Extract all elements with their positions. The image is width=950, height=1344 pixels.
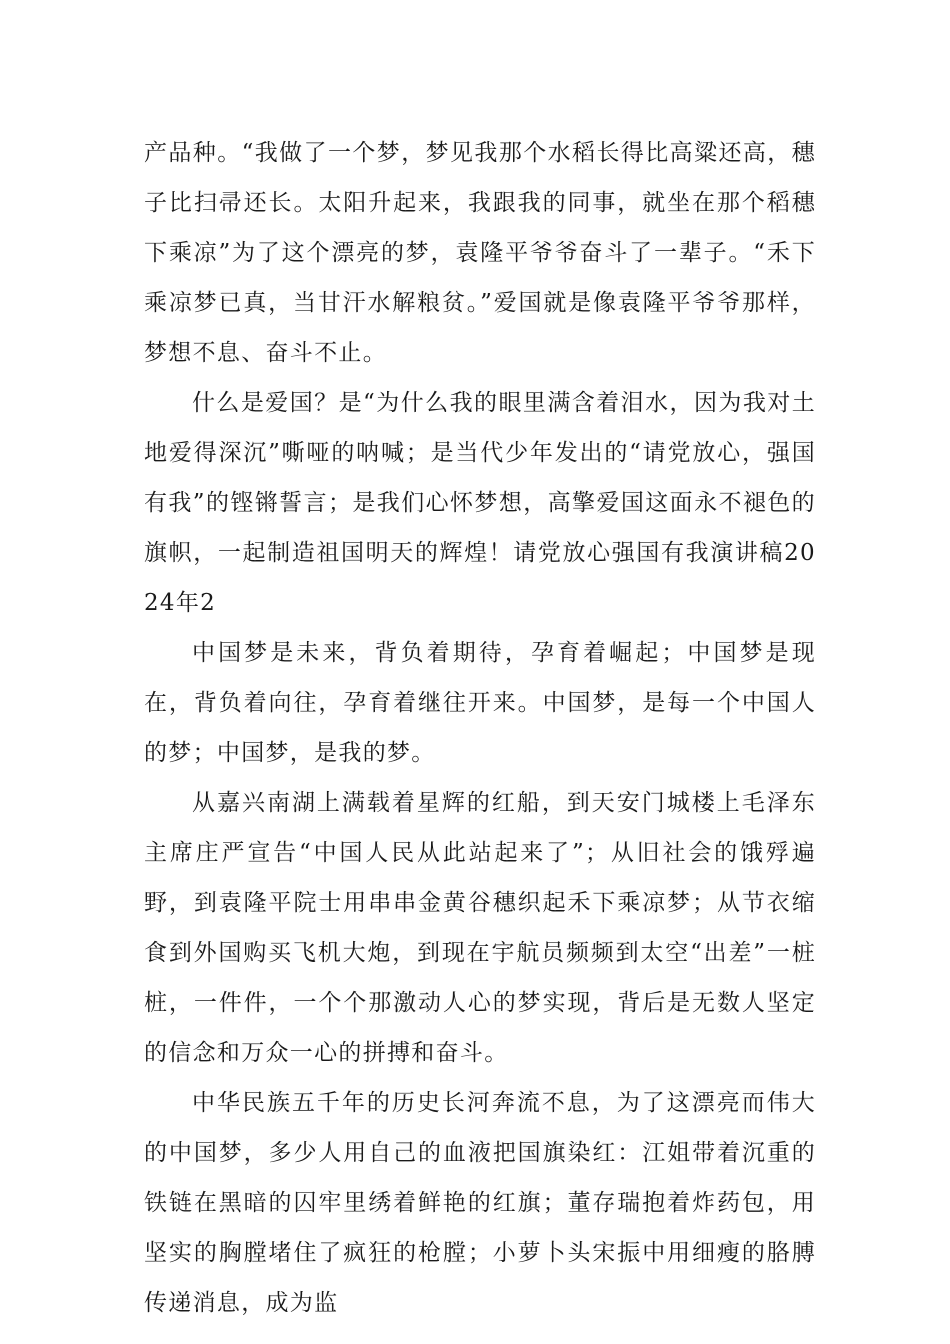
document-body (144, 128, 816, 1328)
paragraph-red-boat: 从嘉兴南湖上满载着星辉的红船，到天安门城楼上毛泽东主席庄严宣告“中国人民从此站起来了”；从旧社会的饿殍遍野，到袁隆平院士用串串金黄谷穗织起禾下乘凉梦；从节衣缩食到外国购买飞机大炮，到现在宇航员频频到太空“出差”一桩桩，一件件，一个个那激动人心的梦实现，背后是无数人坚定的信念和万众一心的拼搏和奋斗。 (144, 790, 816, 1066)
paragraph-chinese-dream: 中国梦是未来，背负着期待，孕育着崛起；中国梦是现在，背负着向往，孕育着继往开来。中国梦，是每一个中国人的梦；中国梦，是我的梦。 (144, 640, 816, 766)
paragraph-five-thousand-years: 中华民族五千年的历史长河奔流不息，为了这漂亮而伟大的中国梦，多少人用自己的血液把国旗染红：江姐带着沉重的铁链在黑暗的囚牢里绣着鲜艳的红旗；董存瑞抱着炸药包，用坚实的胸膛堵住了疯狂的枪膛；小萝卜头宋振中用细瘦的胳膊传递消息，成为监 (144, 1090, 816, 1316)
paragraph-what-is-patriotism: 什么是爱国？是“为什么我的眼里满含着泪水，因为我对土地爱得深沉”嘶哑的呐喊；是当代少年发出的“请党放心，强国有我”的铿锵誓言；是我们心怀梦想，高擎爱国这面永不褪色的旗帜，一起制造祖国明天的辉煌！请党放心强国有我演讲稿2024年2 (144, 390, 816, 616)
paragraph-continuation: 产品种。“我做了一个梦，梦见我那个水稻长得比高粱还高，穗子比扫帚还长。太阳升起来，我跟我的同事，就坐在那个稻穗下乘凉”为了这个漂亮的梦，袁隆平爷爷奋斗了一辈子。“禾下乘凉梦已真，当甘汗水解粮贫。”爱国就是像袁隆平爷爷那样，梦想不息、奋斗不止。 (144, 140, 816, 366)
